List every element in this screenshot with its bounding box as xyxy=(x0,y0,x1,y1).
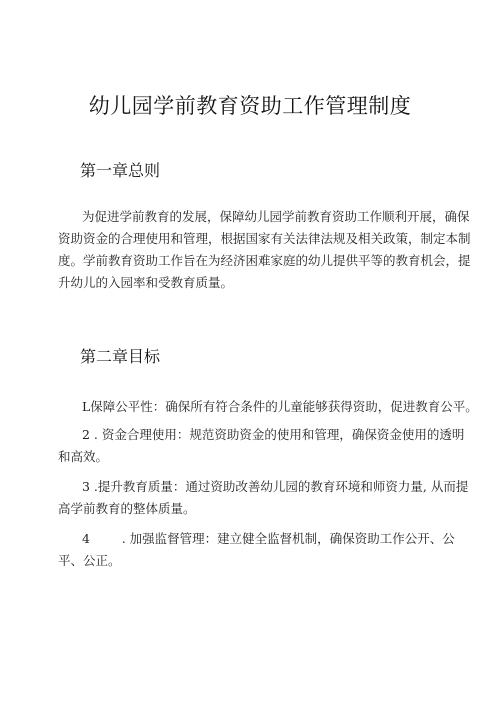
goal-item-line: 2 . 资金合理使用：规范资助资金的使用和管理，确保资金使用的透明 xyxy=(82,427,465,442)
goal-item-1 xyxy=(58,396,478,418)
goal-item-line: L保障公平性：确保所有符合条件的儿童能够获得资助，促进教育公平。 xyxy=(82,399,478,414)
goal-item-line: 和高效。 xyxy=(58,449,109,464)
paragraph-line: 升幼儿的入园率和受教育质量。 xyxy=(58,275,234,290)
goal-item-3 xyxy=(58,476,469,520)
chapter-1-heading: 第一章总则 xyxy=(80,161,161,180)
goal-item-line: 4 . 加强监督管理：建立健全监督机制，确保资助工作公开、公 xyxy=(82,531,455,546)
goal-item-line: 3 .提升教育质量：通过资助改善幼儿园的教育环境和师资力量, 从而提 xyxy=(82,479,469,494)
paragraph-line: 度。学前教育资助工作旨在为经济困难家庭的幼儿提供平等的教育机会，提 xyxy=(58,253,471,268)
chapter-2-heading: 第二章目标 xyxy=(80,347,161,366)
goal-item-line: 高学前教育的整体质量。 xyxy=(58,501,196,516)
goal-item-2 xyxy=(58,424,465,468)
document-title: 幼儿园学前教育资助工作管理制度 xyxy=(88,94,412,118)
chapter-1-paragraph xyxy=(58,206,471,294)
goal-item-4 xyxy=(58,528,458,572)
paragraph-line: 为促进学前教育的发展，保障幼儿园学前教育资助工作顺利开展，确保 xyxy=(82,209,470,224)
paragraph-line: 资助资金的合理使用和管理，根据国家有关法律法规及相关政策，制定本制 xyxy=(58,231,471,246)
goal-item-line: 平、公正。 xyxy=(58,553,121,568)
